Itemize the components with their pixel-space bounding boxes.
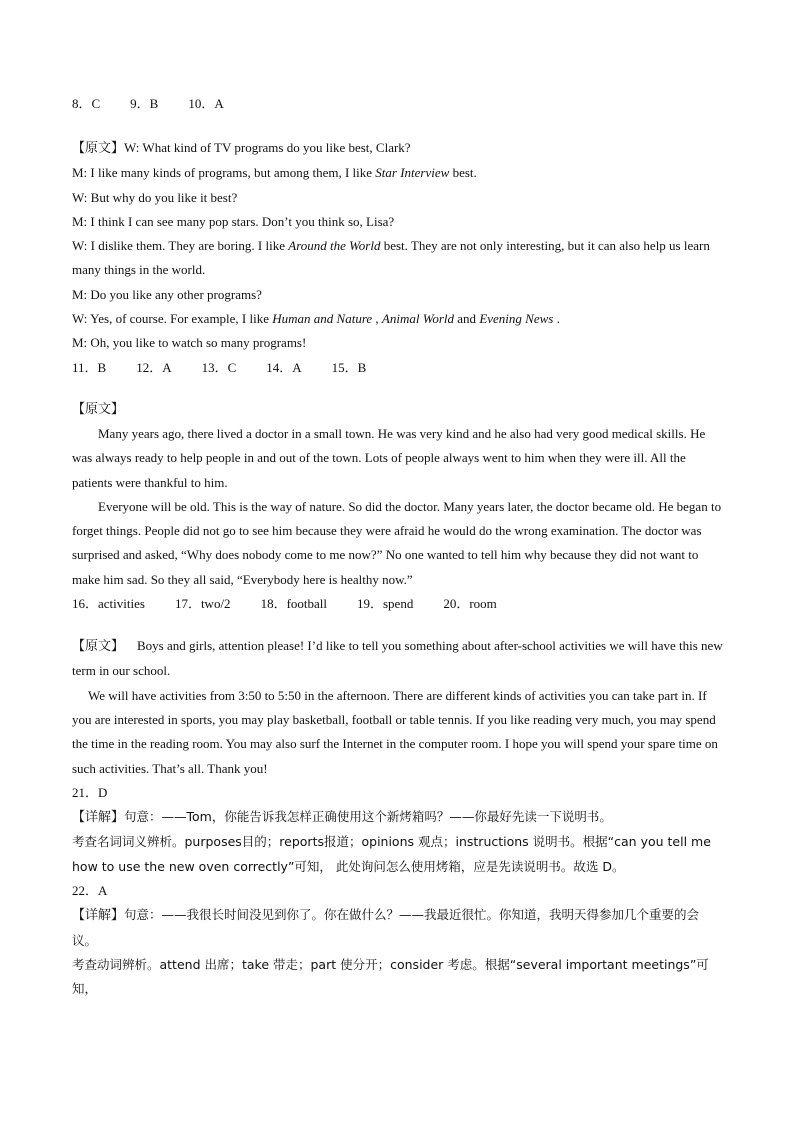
explanation-text: 考查动词辨析。attend 出席；take 带走；part 使分开；consider 考虑。根据“several important meetings”可知， [72,956,709,997]
explanation-text: 句意：——Tom，你能告诉我怎样正确使用这个新烤箱吗？——你最好先读一下说明书。 [124,809,612,825]
dialog-line: M: Oh, you like to watch so many programs! [72,335,307,351]
answer-row-3 [72,592,724,616]
answer-item: 10．A [188,96,224,111]
answer-row-1 [72,92,724,116]
source-tag: 【原文】 [72,401,125,417]
dialog-line: M: Do you like any other programs? [72,286,262,302]
dialog-line: W: Yes, of course. For example, I like Human and Nature , Animal World and Evening News . [72,311,560,327]
program-title: Animal World [381,311,455,327]
program-title: Evening News [479,311,554,327]
detail-tag: 【详解】 [72,908,125,924]
question-22 [72,879,724,1001]
program-title: Around the World [288,238,381,254]
answer-item: 19．spend [357,596,414,612]
dialog-line: W: I dislike them. They are boring. I like Around the World best. They are not only interesting, but it can also help us learn many things in the world. [72,238,710,278]
story-paragraph: Many years ago, there lived a doctor in a small town. He was very kind and he also had very good medical skills. He was always ready to help people in and out of the town. Lots of people always went to him when they were ill. All the patients were thankful to him. [72,425,706,490]
detail-tag: 【详解】 [72,810,125,826]
answer-item: 16．activities [72,596,145,612]
source-tag: 【原文】 [72,639,125,655]
program-title: Human and Nature [272,311,373,327]
dialog-line: M: I like many kinds of programs, but among them, I like Star Interview best. [72,165,477,181]
answer-label: 21．D [72,784,108,800]
answer-item: 15．B [331,359,367,375]
explanation-text: 考查名词词义辨析。purposes目的；reports报道；opinions 观点；instructions 说明书。根据“can you tell me how to use the new oven correctly”可知， 此处询问怎么使用烤箱，应是先读说明书。故选 D。 [72,834,711,874]
answer-item: 9．B [130,96,159,111]
question-21 [72,781,724,879]
answer-item: 12．A [136,359,172,375]
dialog-transcript [72,136,724,356]
speech-paragraph: Boys and girls, attention please! I’d like to tell you something about after-school activities we will have this new term in our school. [72,638,723,679]
program-title: Star Interview [375,165,450,181]
explanation-text: 句意：——我很长时间没见到你了。你在做什么？——我最近很忙。你知道，我明天得参加几个重要的会议。 [72,907,700,948]
answer-item: 18．football [260,596,327,612]
answer-item: 20．room [443,596,497,612]
source-tag: 【原文】 [72,141,125,156]
answer-item: 17．two/2 [174,596,231,612]
answer-item: 11．B [72,359,107,375]
answer-item: 8．C [72,96,101,111]
dialog-line: M: I think I can see many pop stars. Don’t you think so, Lisa? [72,213,395,229]
answer-row-2 [72,356,724,380]
speech-paragraph: We will have activities from 3:50 to 5:50 in the afternoon. There are different kinds of activities you can take part in. If you are interested in sports, you may play basketball, football or table tennis. If you like reading very much, you may spend the time in the reading room. You may also surf the Internet in the computer room. I hope you will spend your spare time on such activities. That’s all. Thank you! [72,687,718,776]
story-transcript [72,398,724,592]
answer-item: 14．A [266,359,302,375]
answer-item: 13．C [201,359,237,375]
document-page [72,92,724,1002]
dialog-line: W: But why do you like it best? [72,189,238,205]
speech-transcript [72,634,724,781]
story-paragraph: Everyone will be old. This is the way of nature. So did the doctor. Many years later, the doctor became old. He began to forget things. People did not go to see him because they were afraid he would do the wrong examination. The doctor was surprised and asked, “Why does nobody come to me now?” No one wanted to tell him why because they did not want to make him sad. So they all said, “Everybody here is healthy now.” [72,498,722,587]
dialog-line: W: What kind of TV programs do you like best, Clark? [124,140,411,155]
answer-label: 22．A [72,883,108,899]
